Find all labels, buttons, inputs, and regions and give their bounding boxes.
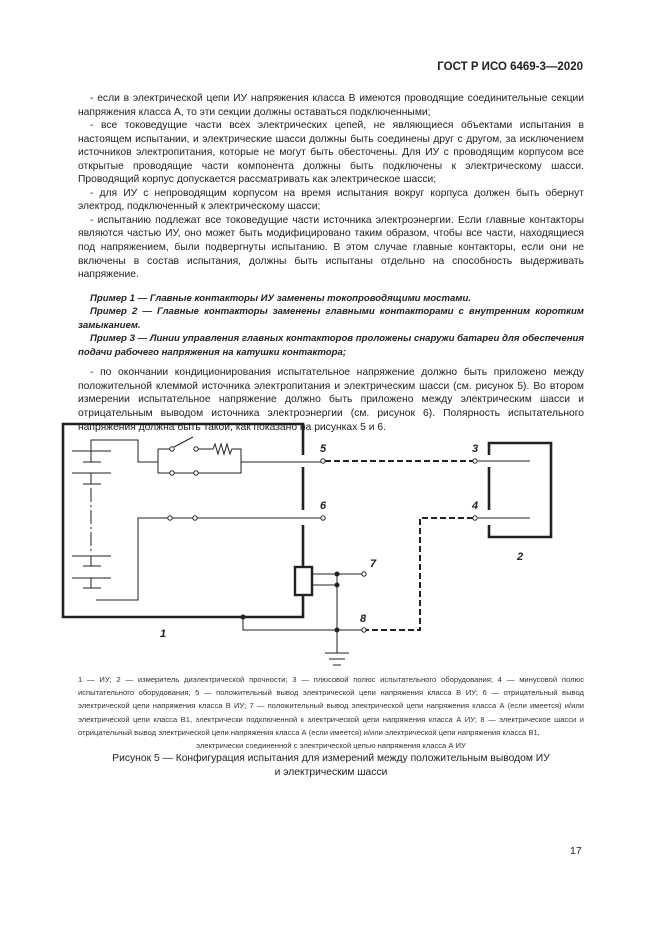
figure-legend: [78, 673, 584, 752]
resistor-element: [295, 567, 312, 595]
terminals: [168, 447, 477, 632]
battery-icon: [72, 451, 111, 588]
label-1: 1: [160, 628, 167, 640]
figure-caption: [78, 752, 584, 779]
label-7: 7: [370, 558, 377, 570]
junction-dots: [241, 572, 340, 633]
example-2: Пример 2 — Главные контакторы заменены главными контакторами с внутренним коротким замыканием.: [78, 306, 584, 331]
paragraph: - испытанию подлежат все токоведущие части источника электроэнергии. Если главные контакторы являются частью ИУ, оно может быть модифицировано таким образом, чтобы все части, находящиеся под напряжением, были подвергнуты испытанию. В этом случае главные контакторы, если они не включены в состав испытания, должны быть испытаны отдельно на способность выдерживать напряжение.: [78, 214, 584, 281]
paragraph: - по окончании кондиционирования испытательное напряжение должно быть приложено между положительной клеммой источника электропитания и электрическим шасси (см. рисунок 5). Во втором измерении испытательное напряжение должно быть приложено между электрическим шасси и отрицательным выводом источника электроэнергии (см. рисунок 6). Полярность испытательного напряжения должна быть такой, как показано на рисунках 5 и 6.: [78, 367, 584, 433]
caption-line: и электрическим шасси: [274, 766, 388, 778]
tester-box: [489, 443, 551, 537]
test-leads: [325, 461, 473, 630]
caption-line: Рисунок 5 — Конфигурация испытания для измерений между положительным выводом ИУ: [112, 753, 550, 764]
page-number: 17: [570, 845, 582, 857]
document-header: ГОСТ Р ИСО 6469-3—2020: [437, 61, 583, 73]
example-1: Пример 1 — Главные контакторы ИУ заменены токопроводящими мостами.: [90, 292, 471, 304]
label-4: 4: [472, 500, 479, 512]
paragraph: - все токоведущие части всех электрических цепей, не являющиеся объектами испытания в настоящем испытании, и электрические шасси должны быть соединены друг с другом, за исключением источников электропитания, которые не могут быть обесточены. Для ИУ с проводящим корпусом все открытые проводящие части компонента должны быть подключены к электрическому шасси. Проводящий корпус допускается рассматривать как электрическое шасси;: [78, 120, 584, 186]
label-5: 5: [320, 443, 327, 455]
paragraph: - если в электрической цепи ИУ напряжения класса В имеются проводящие соединительные секции напряжения класса А, то эти секции должны оставаться подключенными;: [78, 93, 584, 118]
paragraph: - для ИУ с непроводящим корпусом на время испытания вокруг корпуса должен быть обернут электрод, подключенный к электрическому шасси;: [78, 187, 584, 213]
label-8: 8: [360, 613, 367, 625]
label-6: 6: [320, 500, 327, 512]
example-3: Пример 3 — Линии управления главных контакторов проложены снаружи батареи для обеспечения подачи рабочего напряжения на катушки контактора;: [78, 333, 584, 358]
legend-text: 1 — ИУ; 2 — измеритель диэлектрической прочности; 3 — плюсовой полюс испытательного оборудования; 4 — минусовой полюс испытательного оборудования; 5 — положительный вывод электрической цепи напряжения класса В ИУ; 6 — отрицательный вывод электрической цепи напряжения класса В ИУ; 7 — положительный вывод электрической цепи напряжения класса А (если имеется) и/или электрической цепи класса В1, электрически подключенной к электрической цепи напряжения класса А ИУ; 8 — электрическое шасси и отрицательный вывод электрической цепи напряжения класса А (если имеется) и/или электрической цепи напряжения класса В1,: [78, 675, 584, 737]
label-3: 3: [472, 443, 479, 455]
legend-text-last: электрически соединенной с электрической цепью напряжения класса А ИУ: [196, 741, 466, 751]
resistor-icon: [198, 444, 241, 454]
switch-icon: [174, 437, 193, 447]
label-2: 2: [517, 551, 524, 563]
